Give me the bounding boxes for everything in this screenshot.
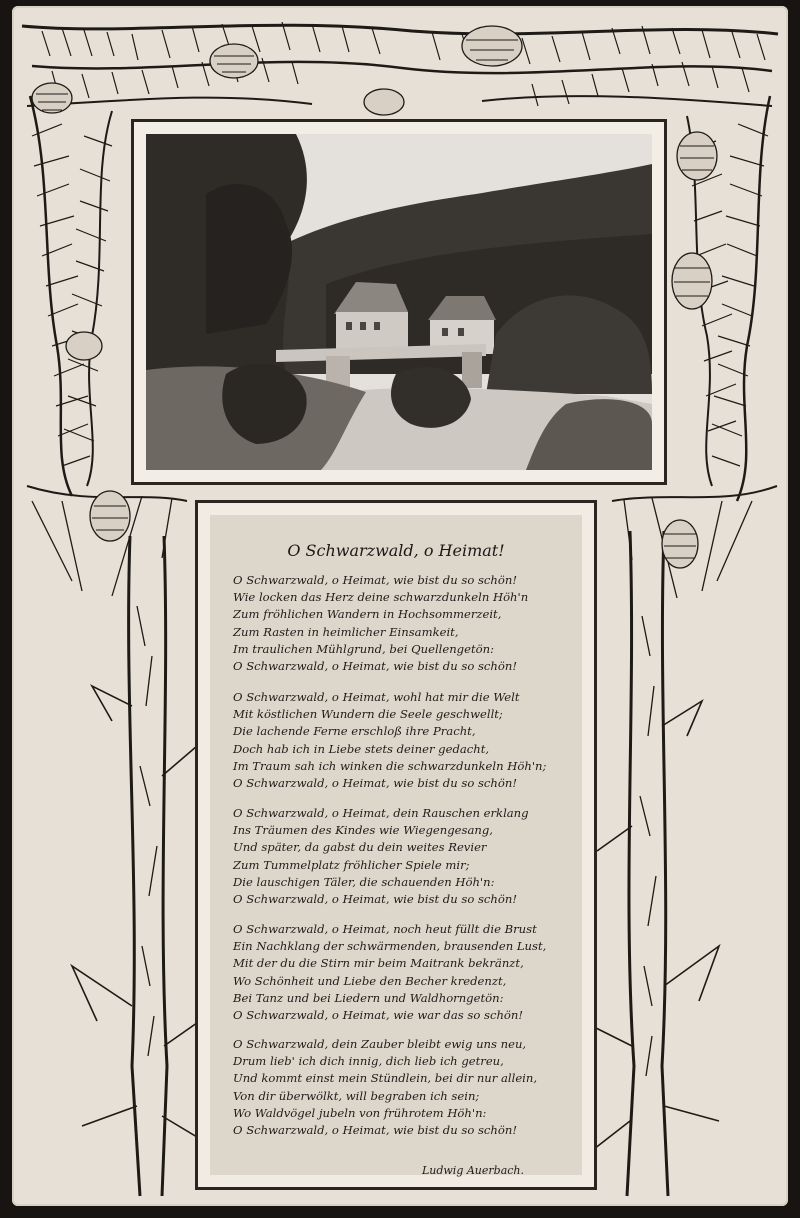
poem-line: O Schwarzwald, o Heimat, dein Rauschen erklang bbox=[233, 806, 529, 820]
poem-line: O Schwarzwald, o Heimat, wie bist du so schön! bbox=[233, 573, 518, 587]
poem-line: Zum Tummelplatz fröhlicher Spiele mir; bbox=[233, 857, 470, 872]
poem-line: O Schwarzwald, o Heimat, noch heut füllt die Brust bbox=[233, 922, 537, 936]
stanza-2 bbox=[233, 689, 578, 792]
poem-line: Wie locken das Herz deine schwarzdunkeln Höh'n bbox=[233, 590, 529, 605]
poem-line: Zum fröhlichen Wandern in Hochsommerzeit, bbox=[233, 607, 502, 622]
poem-frame bbox=[195, 500, 597, 1190]
poem-line: Ins Träumen des Kindes wie Wiegengesang, bbox=[233, 823, 493, 838]
photo-frame bbox=[131, 119, 667, 485]
poem-line: Wo Schönheit und Liebe den Becher kredenzt, bbox=[233, 973, 507, 988]
stanza-4 bbox=[233, 921, 578, 1024]
landscape-photo bbox=[146, 134, 652, 470]
stanza-3 bbox=[233, 805, 578, 908]
poem-line: Im Traum sah ich winken die schwarzdunkeln Höh'n; bbox=[233, 758, 547, 773]
poem-line: Mit köstlichen Wundern die Seele geschwellt; bbox=[233, 707, 503, 722]
poem-author: Ludwig Auerbach. bbox=[421, 1164, 524, 1177]
poem-line: O Schwarzwald, o Heimat, wie bist du so schön! bbox=[233, 776, 518, 791]
poem-line: Ein Nachklang der schwärmenden, brausenden Lust, bbox=[233, 939, 547, 954]
poem-line: O Schwarzwald, o Heimat, wie bist du so schön! bbox=[233, 659, 518, 674]
poem-line: Die lauschigen Täler, die schauenden Höh'n: bbox=[233, 874, 495, 889]
postcard bbox=[12, 6, 788, 1206]
black-forest-landscape-image bbox=[146, 134, 652, 470]
pine-cone-icon bbox=[32, 83, 72, 113]
poem-line: Drum lieb' ich dich innig, dich lieb ich getreu, bbox=[233, 1054, 504, 1069]
stanza-5 bbox=[233, 1036, 578, 1139]
poem-line: Von dir überwölkt, will begraben ich sein; bbox=[233, 1088, 480, 1103]
poem-line: O Schwarzwald, dein Zauber bleibt ewig uns neu, bbox=[233, 1037, 527, 1051]
poem-line: O Schwarzwald, o Heimat, wohl hat mir die Welt bbox=[233, 690, 520, 704]
poem-line: Die lachende Ferne erschloß ihre Pracht, bbox=[233, 724, 476, 739]
poem-line: Wo Waldvögel jubeln von frührotem Höh'n: bbox=[233, 1105, 487, 1120]
poem-line: O Schwarzwald, o Heimat, wie bist du so schön! bbox=[233, 1123, 518, 1138]
poem-line: Doch hab ich in Liebe stets deiner gedacht, bbox=[233, 741, 490, 756]
poem-title: O Schwarzwald, o Heimat! bbox=[287, 541, 505, 560]
poem-line: O Schwarzwald, o Heimat, wie war das so schön! bbox=[233, 1008, 524, 1023]
stanza-1 bbox=[233, 572, 578, 675]
poem-line: Und kommt einst mein Stündlein, bei dir nur allein, bbox=[233, 1071, 538, 1086]
poem-line: O Schwarzwald, o Heimat, wie bist du so schön! bbox=[233, 892, 518, 907]
poem-panel bbox=[210, 515, 582, 1175]
poem-line: Und später, da gabst du dein weites Revier bbox=[233, 840, 487, 855]
poem-line: Mit der du die Stirn mir beim Maitrank bekränzt, bbox=[233, 956, 524, 971]
poem-line: Im traulichen Mühlgrund, bei Quellengetön: bbox=[233, 641, 494, 656]
poem-line: Zum Rasten in heimlicher Einsamkeit, bbox=[233, 624, 459, 639]
poem-line: Bei Tanz und bei Liedern und Waldhorngetön: bbox=[233, 990, 504, 1005]
